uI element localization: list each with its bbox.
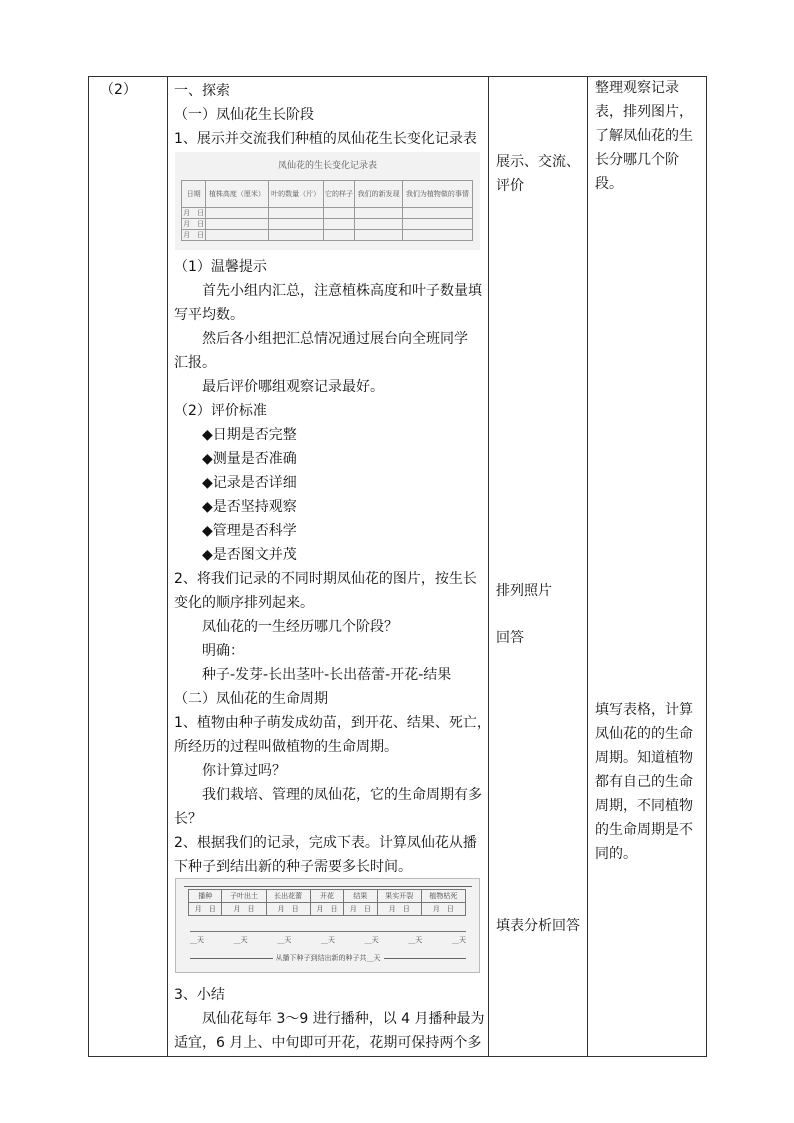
activity-item: 回答 — [496, 630, 524, 646]
column-divider-2 — [488, 76, 489, 1057]
section-heading: 一、探索 — [174, 83, 230, 99]
objective-block: 整理观察记录表，排列图片，了解凤仙花的生长分哪几个阶段。 — [595, 80, 693, 192]
timeline-arrow: __天 — [364, 936, 379, 944]
column-divider-1 — [167, 76, 168, 1057]
timeline-arrow: __天 — [320, 936, 335, 944]
timeline-cell: 月 日 — [377, 903, 421, 916]
record-header: 日期 — [182, 181, 206, 208]
timeline-cell: 月 日 — [421, 903, 465, 916]
content-line: 适宜，6 月上、中旬即可开花，花期可保持两个多 — [174, 1035, 482, 1051]
timeline-header: 果实开裂 — [377, 890, 421, 903]
content-line: 凤仙花的一生经历哪几个阶段？ — [202, 619, 398, 635]
table-row — [182, 208, 473, 219]
activity-item: 填表分析回答 — [496, 918, 580, 934]
column-divider-3 — [587, 76, 588, 1057]
timeline-table-image — [175, 878, 480, 973]
timeline-header: 开花 — [310, 890, 343, 903]
timeline-header: 子叶出土 — [222, 890, 266, 903]
timeline-arrow: __天 — [190, 936, 204, 944]
content-line: 明确： — [202, 643, 244, 659]
content-line: 2、根据我们的记录，完成下表。计算凤仙花从播 — [174, 835, 477, 851]
timeline-arrows — [190, 935, 466, 945]
content-line: 1、展示并交流我们种植的凤仙花生长变化记录表 — [174, 131, 477, 147]
criteria-item: ◆日期是否完整 — [202, 427, 297, 443]
activity-item: 评价 — [496, 178, 524, 194]
subsection-heading: （一）凤仙花生长阶段 — [174, 107, 314, 123]
step-label: （2） — [100, 82, 137, 98]
record-header: 我们为植物做的事情 — [402, 181, 472, 208]
content-line: 下种子到结出新的种子需要多长时间。 — [174, 859, 412, 875]
content-line: 我们栽培、管理的凤仙花，它的生命周期有多 — [202, 787, 482, 803]
timeline-arrow: __天 — [408, 936, 423, 944]
criteria-item: ◆管理是否科学 — [202, 523, 297, 539]
timeline-cell: 月 日 — [266, 903, 310, 916]
record-date-cell: 月 日 — [183, 220, 205, 228]
content-line: 1、植物由种子萌发成幼苗，到开花、结果、死亡， — [174, 715, 491, 731]
subsection-heading: （二）凤仙花的生命周期 — [174, 691, 328, 707]
content-line: 然后各小组把汇总情况通过展台向全班同学 — [202, 331, 468, 347]
timeline-total-label: 从播下种子到结出新的种子共__天 — [273, 954, 384, 962]
content-line: 2、将我们记录的不同时期凤仙花的图片，按生长 — [174, 571, 477, 587]
record-header: 我们的新发现 — [355, 181, 402, 208]
timeline-cell: 月 日 — [222, 903, 266, 916]
table-row — [182, 230, 473, 241]
timeline-table — [188, 889, 466, 916]
timeline-arrow: __天 — [277, 936, 292, 944]
table-row — [182, 219, 473, 230]
timeline-arrow: __天 — [233, 936, 248, 944]
record-header: 叶的数量（片） — [268, 181, 323, 208]
record-header: 它的样子 — [323, 181, 355, 208]
content-line: 最后评价哪组观察记录最好。 — [202, 379, 384, 395]
timeline-cell: 月 日 — [189, 903, 222, 916]
record-table-image — [175, 152, 480, 250]
timeline-arrow: __天 — [451, 936, 466, 944]
criteria-item: ◆是否坚持观察 — [202, 499, 297, 515]
content-line: 凤仙花每年 3～9 进行播种，以 4 月播种最为 — [202, 1011, 485, 1027]
record-header: 植株高度（厘米） — [206, 181, 269, 208]
criteria-item: ◆记录是否详细 — [202, 475, 297, 491]
timeline-cell: 月 日 — [310, 903, 343, 916]
timeline-total — [190, 953, 466, 963]
record-date-cell: 月 日 — [183, 231, 205, 239]
timeline-header: 植物枯死 — [421, 890, 465, 903]
content-line: 所经历的过程叫做植物的生命周期。 — [174, 739, 398, 755]
criteria-heading: （2）评价标准 — [174, 403, 267, 419]
timeline-header: 长出花蕾 — [266, 890, 310, 903]
content-line: 写平均数。 — [174, 307, 244, 323]
activity-item: 排列照片 — [496, 583, 552, 599]
record-table — [181, 180, 473, 241]
content-line: 首先小组内汇总，注意植株高度和叶子数量填 — [202, 283, 482, 299]
record-date-cell: 月 日 — [183, 209, 205, 217]
content-line: 种子-发芽-长出茎叶-长出蓓蕾-开花-结果 — [202, 667, 452, 683]
activity-item: 展示、交流、 — [496, 154, 580, 170]
summary-heading: 3、小结 — [174, 987, 225, 1003]
record-table-title: 凤仙花的生长变化记录表 — [277, 161, 377, 171]
criteria-item: ◆是否图文并茂 — [202, 547, 297, 563]
objective-block: 填写表格，计算凤仙花的的生命周期。知道植物都有自己的生命周期，不同植物的生命周期是不同的。 — [595, 702, 693, 862]
content-line: 变化的顺序排列起来。 — [174, 595, 314, 611]
timeline-header: 播种 — [189, 890, 222, 903]
content-line: 长？ — [174, 811, 202, 827]
timeline-header: 结果 — [344, 890, 377, 903]
tips-heading: （1）温馨提示 — [174, 259, 267, 275]
content-line: 你计算过吗？ — [202, 763, 286, 779]
criteria-item: ◆测量是否准确 — [202, 451, 297, 467]
timeline-cell: 月 日 — [344, 903, 377, 916]
content-line: 汇报。 — [174, 355, 216, 371]
